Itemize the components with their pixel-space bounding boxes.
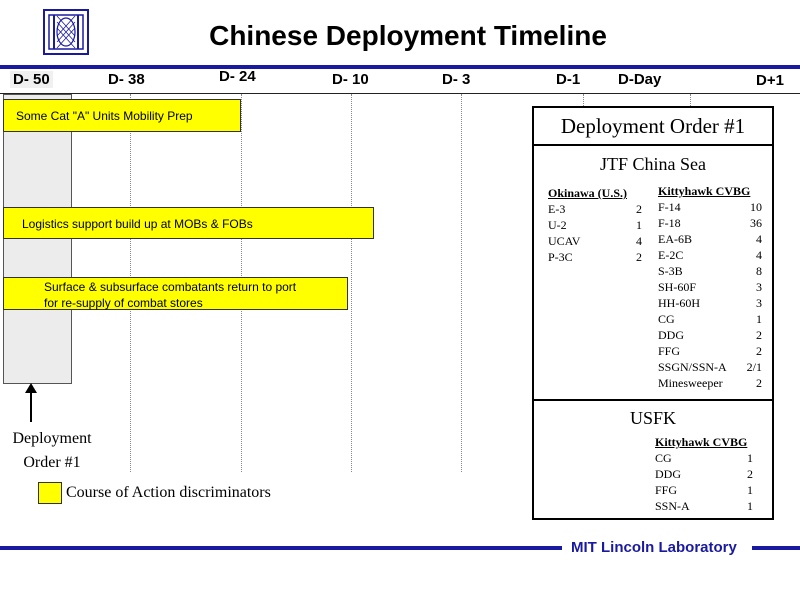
marker-d-3: D- 3	[442, 71, 471, 88]
footer-rule-right	[752, 546, 800, 550]
gridline	[351, 94, 352, 472]
unit-name: F-14	[658, 200, 681, 214]
unit-name: SSGN/SSN-A	[658, 360, 727, 374]
unit-name: Minesweeper	[658, 376, 723, 390]
unit-row	[655, 466, 753, 482]
unit-row	[658, 263, 762, 279]
unit-count: 1	[756, 312, 762, 326]
deployment-order-label	[6, 427, 98, 475]
footer-rule-left	[0, 546, 562, 550]
unit-row	[548, 201, 642, 217]
okinawa-list	[548, 186, 642, 265]
unit-name: DDG	[658, 328, 684, 342]
unit-row	[658, 279, 762, 295]
usfk-section-title: USFK	[629, 408, 677, 428]
event-mobility-prep	[3, 99, 241, 132]
unit-name: E-2C	[658, 248, 684, 262]
usfk-kittyhawk-title: Kittyhawk CVBG	[655, 435, 748, 449]
unit-count: 2	[636, 250, 642, 264]
kittyhawk-rows	[658, 199, 762, 391]
unit-name: U-2	[548, 218, 567, 232]
marker-d-10: D- 10	[332, 71, 369, 88]
unit-name: UCAV	[548, 234, 581, 248]
unit-count: 2/1	[746, 360, 762, 374]
arrow-shaft	[30, 392, 32, 422]
marker-d-plus-1: D+1	[756, 72, 784, 89]
legend-swatch	[38, 482, 62, 504]
slide-title: Chinese Deployment Timeline	[209, 20, 607, 51]
unit-name: FFG	[655, 483, 678, 497]
unit-row	[655, 450, 753, 466]
kittyhawk-list	[658, 184, 762, 391]
unit-row	[658, 215, 762, 231]
marker-d-day: D-Day	[618, 71, 662, 88]
event-label: Some Cat "A" Units Mobility Prep	[16, 109, 193, 123]
gridline	[461, 94, 462, 472]
unit-row	[658, 231, 762, 247]
unit-row	[658, 375, 762, 391]
deployment-order-line1: Deployment	[12, 430, 92, 447]
unit-row	[658, 311, 762, 327]
usfk-rows	[655, 450, 753, 514]
marker-d-24: D- 24	[219, 68, 256, 85]
unit-name: HH-60H	[658, 296, 700, 310]
event-combatants-resupply	[3, 277, 348, 310]
unit-count: 1	[747, 483, 753, 497]
unit-row	[658, 359, 762, 375]
unit-row	[658, 327, 762, 343]
unit-count: 4	[636, 234, 642, 248]
marker-d-38: D- 38	[108, 71, 145, 88]
header-rule	[0, 65, 800, 69]
unit-row	[548, 233, 642, 249]
unit-count: 2	[756, 376, 762, 390]
panel-divider	[534, 399, 772, 401]
unit-count: 1	[747, 451, 753, 465]
event-label: Logistics support build up at MOBs & FOBs	[22, 217, 253, 231]
unit-name: P-3C	[548, 250, 573, 264]
unit-count: 3	[756, 296, 762, 310]
unit-name: SSN-A	[655, 499, 690, 513]
marker-d-50: D- 50	[10, 71, 53, 88]
unit-row	[658, 295, 762, 311]
unit-count: 36	[750, 216, 762, 230]
legend-label: Course of Action discriminators	[66, 484, 271, 501]
unit-count: 2	[756, 328, 762, 342]
unit-count: 2	[636, 202, 642, 216]
unit-row	[548, 217, 642, 233]
event-logistics-buildup	[3, 207, 374, 239]
timeline-axis	[0, 93, 800, 94]
unit-count: 4	[756, 248, 762, 262]
unit-row	[548, 249, 642, 265]
event-label: Surface & subsurface combatants return to port for re-supply of combat stores	[44, 280, 297, 310]
kittyhawk-title: Kittyhawk CVBG	[658, 184, 751, 198]
unit-row	[658, 199, 762, 215]
deployment-order-line2: Order #1	[23, 454, 81, 471]
unit-count: 2	[747, 467, 753, 481]
unit-row	[655, 498, 753, 514]
marker-d-1: D-1	[556, 71, 581, 88]
unit-count: 8	[756, 264, 762, 278]
unit-name: CG	[658, 312, 675, 326]
unit-count: 3	[756, 280, 762, 294]
unit-count: 10	[750, 200, 762, 214]
unit-name: FFG	[658, 344, 681, 358]
jtf-section-title: JTF China Sea	[600, 154, 706, 174]
footer-label: MIT Lincoln Laboratory	[571, 539, 737, 556]
okinawa-rows	[548, 201, 642, 265]
unit-name: F-18	[658, 216, 681, 230]
unit-row	[655, 482, 753, 498]
okinawa-title: Okinawa (U.S.)	[548, 186, 628, 200]
panel-title: Deployment Order #1	[534, 108, 772, 146]
unit-row	[658, 247, 762, 263]
unit-name: CG	[655, 451, 672, 465]
unit-count: 4	[756, 232, 762, 246]
unit-name: S-3B	[658, 264, 683, 278]
usfk-kittyhawk-list	[655, 435, 753, 514]
unit-name: EA-6B	[658, 232, 692, 246]
unit-name: E-3	[548, 202, 566, 216]
unit-name: DDG	[655, 467, 681, 481]
unit-name: SH-60F	[658, 280, 697, 294]
unit-count: 1	[636, 218, 642, 232]
unit-count: 1	[747, 499, 753, 513]
deployment-order-panel	[532, 106, 774, 520]
unit-row	[658, 343, 762, 359]
d-50-window	[3, 94, 72, 384]
unit-count: 2	[756, 344, 762, 358]
